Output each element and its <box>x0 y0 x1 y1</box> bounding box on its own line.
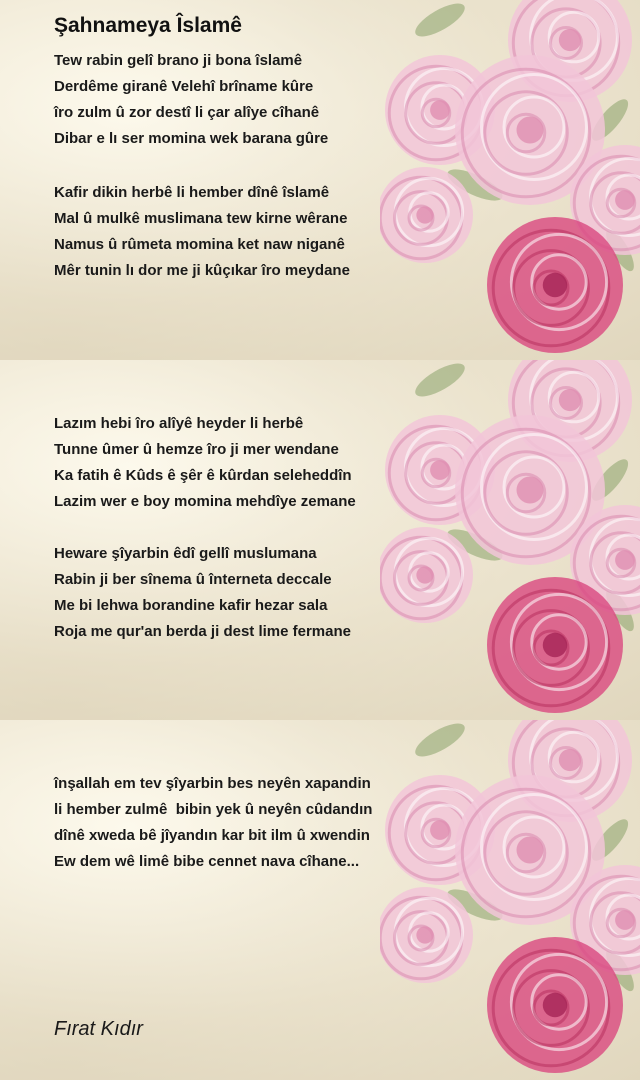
poem-line: îro zulm û zor destî li çar alîye cîhanê <box>54 104 320 121</box>
poem-title: Şahnameya Îslamê <box>54 14 242 37</box>
author-signature: Fırat Kıdır <box>54 1018 143 1040</box>
poem-line: Lazım hebi îro alîyê heyder li herbê <box>54 415 304 432</box>
stanza-3 <box>54 411 356 515</box>
poem-line: Kafir dikin herbê li hember dînê îslamê <box>54 184 330 201</box>
poem-line: Mal û mulkê muslimana tew kirne wêrane <box>54 210 348 227</box>
stanza-1 <box>54 48 328 152</box>
poem-line: Lazim wer e boy momina mehdîye zemane <box>54 493 356 510</box>
poem-line: li hember zulmê bibin yek û neyên cûdandın <box>54 801 373 818</box>
poem-line: Derdême giranê Velehî brîname kûre <box>54 78 314 95</box>
poem-line: Roja me qur'an berda ji dest lime fermane <box>54 623 351 640</box>
stanza-5 <box>54 771 372 875</box>
poem-line: Ew dem wê limê bibe cennet nava cîhane... <box>54 853 360 870</box>
stanza-2 <box>54 180 350 284</box>
poem-line: Tew rabin gelî brano ji bona îslamê <box>54 52 303 69</box>
stanza-4 <box>54 541 351 645</box>
poem-line: Ka fatih ê Kûds ê şêr ê kûrdan seleheddîn <box>54 467 352 484</box>
poem-line: Rabin ji ber sînema û înterneta deccale <box>54 571 332 588</box>
poem-line: Dibar e lı ser momina wek barana gûre <box>54 130 329 147</box>
poem-line: Mêr tunin lı dor me ji kûçıkar îro meydane <box>54 262 350 279</box>
poem-line: înşallah em tev şîyarbin bes neyên xapandin <box>54 775 371 792</box>
poem-line: Me bi lehwa borandine kafir hezar sala <box>54 597 328 614</box>
poem-line: dînê xweda bê jîyandın kar bit ilm û xwendin <box>54 827 370 844</box>
poem-line: Heware şîyarbin êdî gellî muslumana <box>54 545 317 562</box>
poem-line: Namus û rûmeta momina ket naw niganê <box>54 236 345 253</box>
poem-line: Tunne ûmer û hemze îro ji mer wendane <box>54 441 339 458</box>
